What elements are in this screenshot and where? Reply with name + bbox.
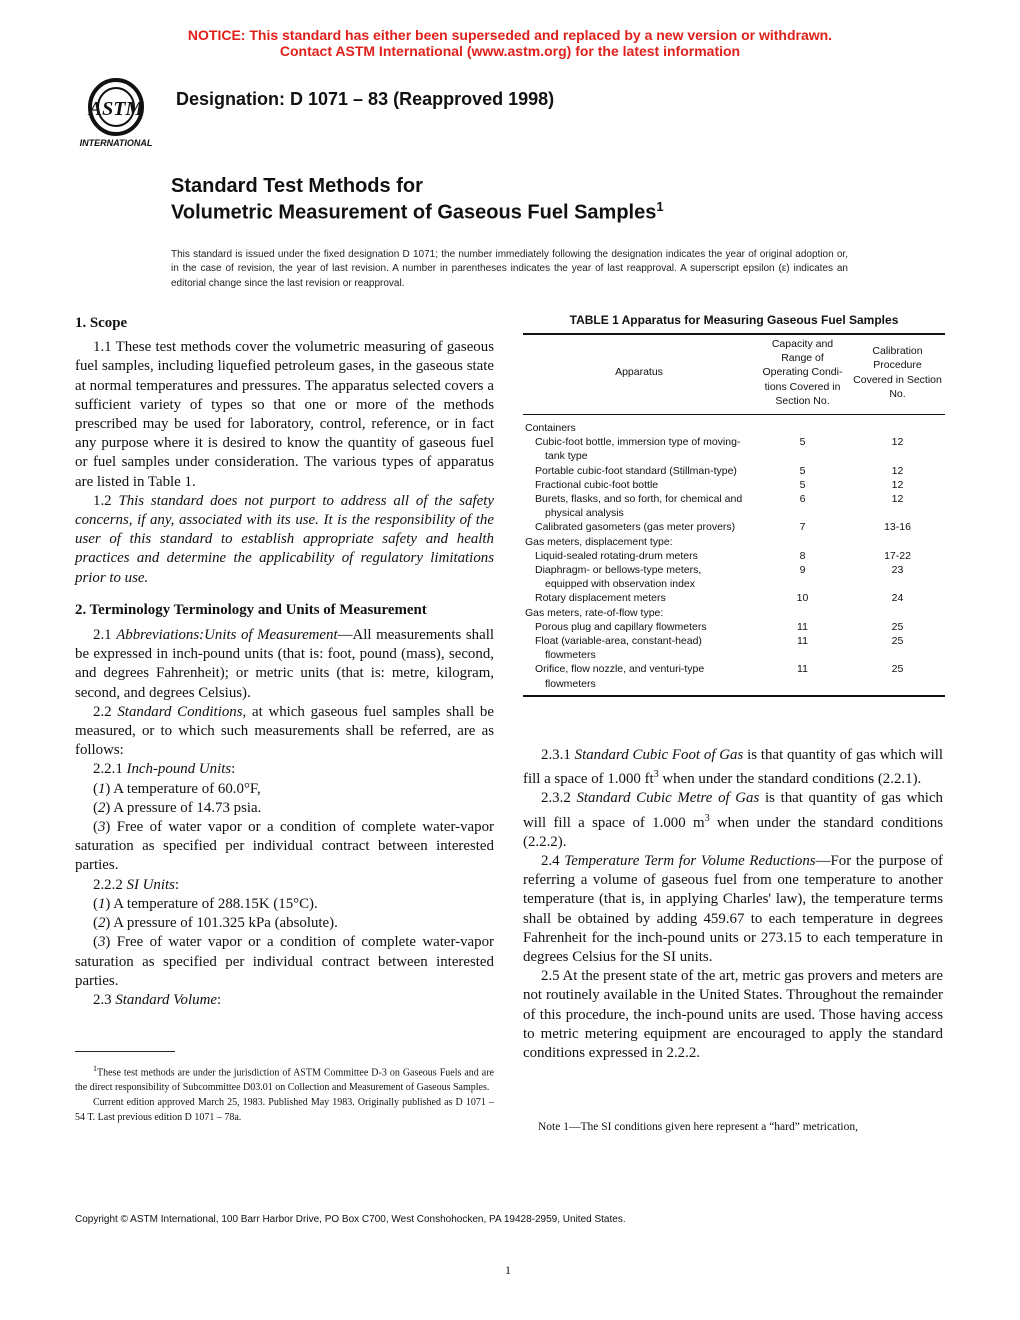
table-header-row bbox=[523, 334, 945, 415]
cell-calibration: 12 bbox=[891, 493, 904, 506]
para-2-1 bbox=[75, 626, 494, 703]
item-2-2-1-c: (3) Free of water vapor or a condition of complete water-vapor saturation as specified per individual contract between interested parties. bbox=[75, 819, 494, 874]
item-text: A pressure of 101.325 kPa (absolute). bbox=[113, 915, 338, 932]
apparatus-text: Rotary displacement meters bbox=[535, 592, 666, 605]
item-2-2-2-b: (2) A pressure of 101.325 kPa (absolute). bbox=[93, 915, 338, 932]
table-row bbox=[523, 563, 945, 591]
item-2-2-1-a: (1) A temperature of 60.0°F, bbox=[93, 780, 261, 797]
table-row bbox=[523, 549, 945, 563]
header-section: Capacity and Range of Operating Condi- tions Covered in Section No. bbox=[762, 338, 843, 407]
cell-section: 11 bbox=[797, 620, 808, 633]
cell-calibration: 25 bbox=[891, 620, 904, 633]
cell-calibration: 25 bbox=[891, 663, 904, 676]
para-2-3-2-text: is that quantity of gas which will fill a space of 1.000 m bbox=[523, 790, 943, 831]
title-line-1: Standard Test Methods for bbox=[171, 175, 423, 197]
para-2-2-2: 2.2.2 SI Units: bbox=[93, 876, 180, 893]
table-row bbox=[523, 591, 945, 605]
cell-section: 11 bbox=[797, 663, 808, 676]
para-2-1-text: —All measurements shall be expressed in inch-pound units (that is: foot, pound (mass), second, and degrees Fahrenheit); or metric units (that is: metre, kilogram, second, and degrees Celsius). bbox=[75, 627, 494, 701]
cell-apparatus bbox=[523, 662, 755, 695]
para-2-2-num: 2.2 bbox=[93, 703, 118, 720]
group-label: Containers bbox=[525, 422, 576, 435]
para-2-4-num: 2.4 bbox=[541, 852, 565, 869]
cell-section: 5 bbox=[799, 478, 806, 491]
cell-apparatus bbox=[523, 464, 755, 478]
issued-note: This standard is issued under the fixed designation D 1071; the number immediately following the designation indicates the year of original adoption or, in the case of revision, the year of last revision. A number in parentheses indicates the year of last reapproval. A superscript epsilon (ε) indicates an editorial change since the last revision or reapproval. bbox=[171, 249, 848, 289]
cell-calibration: 25 bbox=[891, 635, 904, 648]
para-2-3-1 bbox=[523, 746, 943, 789]
item-num: 3 bbox=[97, 819, 106, 836]
footnote-1-mark: 1 bbox=[93, 1064, 97, 1073]
cell-apparatus bbox=[523, 520, 755, 534]
item-text: A pressure of 14.73 psia. bbox=[113, 799, 262, 816]
table-1 bbox=[523, 333, 945, 697]
footnote-rule bbox=[75, 1051, 175, 1052]
cell-section: 10 bbox=[796, 592, 809, 605]
right-column bbox=[523, 746, 943, 1063]
para-2-4 bbox=[523, 852, 943, 967]
designation: Designation: D 1071 – 83 (Reapproved 1998) bbox=[176, 89, 555, 109]
para-2-1-term: Abbreviations:Units of Measurement bbox=[116, 627, 338, 644]
table-group-row bbox=[523, 415, 945, 436]
cell-calibration: 12 bbox=[891, 478, 904, 491]
apparatus-text: Burets, flasks, and so forth, for chemical and physical analysis bbox=[535, 493, 743, 520]
cell-apparatus bbox=[523, 634, 755, 662]
item-2-2-1-b: (2) A pressure of 14.73 psia. bbox=[93, 799, 262, 816]
group-label: Gas meters, rate-of-flow type: bbox=[525, 606, 664, 619]
para-2-5: 2.5 At the present state of the art, metric gas provers and meters are not routinely available in the United States. Throughout the remainder of this procedure, the inch-pound units are used. Those having access to metric metering equipment are encouraged to apply the standard conditions expressed in 2.2.2. bbox=[523, 968, 943, 1061]
title-footnote-mark: 1 bbox=[656, 199, 664, 214]
para-2-2-text: , at which gaseous fuel samples shall be measured, or to which such measurements shall be referred, are as follows: bbox=[75, 703, 494, 759]
table-group-row bbox=[523, 535, 945, 549]
note-1: Note 1—The SI conditions given here represent a “hard” metrication, bbox=[538, 1121, 858, 1133]
astm-logo bbox=[70, 75, 162, 150]
cell-section: 7 bbox=[799, 521, 806, 534]
para-2-3-2-num: 2.3.2 bbox=[541, 790, 577, 807]
table-row bbox=[523, 520, 945, 534]
item-num: 1 bbox=[97, 895, 106, 912]
para-2-4-text: —For the purpose of referring a volume of gaseous fuel from one temperature to another temperature (that is, in applying Charles' law), the temperature terms shall be obtained by adding 459.67 to each temperature in degrees Fahrenheit for the inch-pound units or 273.15 to each temperature in degrees Celsius for the SI units. bbox=[523, 852, 944, 965]
table-row bbox=[523, 662, 945, 695]
para-2-3-1-num: 2.3.1 bbox=[541, 747, 575, 763]
footnote-1-text: These test methods are under the jurisdiction of ASTM Committee D-3 on Gaseous Fuels and are the direct responsibility of Subcommittee D03.01 on Collection and Measurement of Gaseous Samples. bbox=[75, 1067, 494, 1094]
copyright: Copyright © ASTM International, 100 Barr Harbor Drive, PO Box C700, West Conshohocken, PA 19428-2959, United States. bbox=[75, 1214, 626, 1225]
footnote-1 bbox=[75, 1061, 494, 1095]
para-1-1: 1.1 These test methods cover the volumetric measuring of gaseous fuel samples, including liquefied petroleum gases, in the gaseous state at normal temperatures and pressures. The apparatus selected covers a sufficient variety of types so that one or more of the methods prescribed may be used for laboratory, control, reference, or in fact any purpose where it is desired to know the quantity of gaseous fuel or fuel samples under consideration. The various types of apparatus are listed in Table 1. bbox=[75, 339, 494, 490]
title-line-2 bbox=[171, 199, 664, 225]
apparatus-text: Diaphragm- or bellows-type meters, equipped with observation index bbox=[535, 564, 702, 591]
cell-apparatus bbox=[523, 435, 755, 463]
footnotes bbox=[75, 1061, 494, 1125]
table-group-row bbox=[523, 606, 945, 620]
cell-calibration: 12 bbox=[891, 464, 904, 477]
cell-calibration: 23 bbox=[891, 564, 904, 577]
cell-calibration: 17-22 bbox=[884, 549, 911, 562]
para-2-2-1-term: Inch-pound Units bbox=[126, 761, 232, 778]
para-2-3-num: 2.3 bbox=[93, 991, 116, 1008]
cell-section: 6 bbox=[799, 493, 806, 506]
para-1-2-num: 1.2 bbox=[93, 492, 119, 509]
para-2-2-2-term: SI Units bbox=[126, 876, 175, 893]
para-2-3-1-end: when under the standard conditions (2.2.1). bbox=[658, 771, 922, 788]
cell-apparatus bbox=[523, 492, 755, 520]
section-2-heading: 2. Terminology Terminology and Units of Measurement bbox=[75, 601, 427, 618]
cell-apparatus bbox=[523, 591, 755, 605]
para-2-1-num: 2.1 bbox=[93, 627, 117, 644]
apparatus-text: Float (variable-area, constant-head) flowmeters bbox=[535, 635, 702, 662]
para-2-2-1-num: 2.2.1 bbox=[93, 761, 127, 778]
cell-calibration: 24 bbox=[891, 592, 904, 605]
item-2-2-2-c: (3) Free of water vapor or a condition of complete water-vapor saturation as specified per individual contract between interested parties. bbox=[75, 934, 494, 989]
table-row bbox=[523, 478, 945, 492]
item-text: A temperature of 60.0°F, bbox=[113, 780, 261, 797]
apparatus-text: Liquid-sealed rotating-drum meters bbox=[535, 549, 698, 562]
para-2-3-2-term: Standard Cubic Metre of Gas bbox=[576, 790, 760, 807]
para-2-3: 2.3 Standard Volume: bbox=[93, 991, 222, 1008]
table-row bbox=[523, 492, 945, 520]
para-2-3-1-text: is that quantity of gas which will fill a space of 1.000 ft bbox=[523, 747, 943, 788]
logo-text: ASTM bbox=[88, 98, 144, 120]
apparatus-text: Calibrated gasometers (gas meter provers) bbox=[535, 521, 736, 534]
item-num: 2 bbox=[97, 915, 106, 932]
apparatus-text: Porous plug and capillary flowmeters bbox=[535, 620, 707, 633]
para-1-2-text: This standard does not purport to address all of the safety concerns, if any, associated with its use. It is the responsibility of the user of this standard to establish appropriate safety and health practices and determine the applicability of regulatory limitations prior to use. bbox=[75, 492, 495, 586]
para-2-3-2 bbox=[523, 789, 943, 852]
item-num: 2 bbox=[97, 799, 106, 816]
page-number: 1 bbox=[505, 1263, 511, 1277]
para-2-3-1-sup: 3 bbox=[653, 769, 659, 781]
table-row bbox=[523, 620, 945, 634]
apparatus-text: Cubic-foot bottle, immersion type of moving-tank type bbox=[535, 436, 741, 463]
table-row bbox=[523, 435, 945, 463]
cell-calibration: 12 bbox=[891, 436, 904, 449]
para-2-3-term: Standard Volume bbox=[115, 991, 217, 1008]
table-row bbox=[523, 634, 945, 662]
cell-apparatus bbox=[523, 620, 755, 634]
logo-subtext: INTERNATIONAL bbox=[79, 138, 153, 148]
para-2-2-1: 2.2.1 Inch-pound Units: bbox=[93, 761, 236, 778]
para-2-3-1-term: Standard Cubic Foot of Gas bbox=[574, 747, 744, 763]
table-row bbox=[523, 464, 945, 478]
apparatus-text: Fractional cubic-foot bottle bbox=[535, 478, 659, 491]
para-2-3-2-sup: 3 bbox=[704, 812, 710, 824]
para-2-3-2-end: when under the standard conditions (2.2.2). bbox=[523, 814, 943, 850]
apparatus-text: Orifice, flow nozzle, and venturi-type flowmeters bbox=[535, 663, 705, 690]
cell-calibration: 13-16 bbox=[884, 521, 911, 534]
para-1-2 bbox=[75, 492, 494, 588]
footnote-2: Current edition approved March 25, 1983. Published May 1983. Originally published as D 1071 – 54 T. Last previous edition D 1071 – 78a. bbox=[75, 1097, 494, 1124]
cell-section: 5 bbox=[799, 436, 806, 449]
cell-apparatus bbox=[523, 478, 755, 492]
item-2-2-2-a: (1) A temperature of 288.15K (15°C). bbox=[93, 895, 318, 912]
para-2-4-term: Temperature Term for Volume Reductions bbox=[564, 852, 816, 869]
section-1-heading: 1. Scope bbox=[75, 315, 128, 331]
apparatus-text: Portable cubic-foot standard (Stillman-type) bbox=[535, 464, 737, 477]
cell-section: 9 bbox=[799, 564, 806, 577]
para-2-2-2-num: 2.2.2 bbox=[93, 876, 127, 893]
cell-apparatus bbox=[523, 549, 755, 563]
cell-apparatus bbox=[523, 563, 755, 591]
item-num: 3 bbox=[97, 934, 106, 951]
item-text: A temperature of 288.15K (15°C). bbox=[113, 895, 318, 912]
item-text: Free of water vapor or a condition of complete water-vapor saturation as specified per individual contract between interested parties. bbox=[75, 819, 494, 874]
header-apparatus: Apparatus bbox=[615, 366, 663, 379]
notice-line-1: NOTICE: This standard has either been superseded and replaced by a new version or withdrawn. bbox=[187, 27, 833, 43]
item-num: 1 bbox=[97, 780, 106, 797]
header-calibration: Calibration Procedure Covered in Section No. bbox=[853, 345, 942, 400]
cell-section: 5 bbox=[799, 464, 806, 477]
notice-line-2: Contact ASTM International (www.astm.org) for the latest information bbox=[279, 43, 741, 59]
left-column bbox=[75, 315, 495, 1010]
cell-section: 8 bbox=[799, 549, 806, 562]
cell-section: 11 bbox=[797, 635, 808, 648]
group-label: Gas meters, displacement type: bbox=[525, 535, 673, 548]
para-2-2-term: Standard Conditions bbox=[117, 703, 243, 720]
table-1-title: TABLE 1 Apparatus for Measuring Gaseous Fuel Samples bbox=[569, 313, 899, 327]
item-text: Free of water vapor or a condition of complete water-vapor saturation as specified per individual contract between interested parties. bbox=[75, 934, 494, 989]
title-text: Volumetric Measurement of Gaseous Fuel Samples bbox=[171, 201, 657, 224]
para-2-2 bbox=[75, 703, 494, 761]
